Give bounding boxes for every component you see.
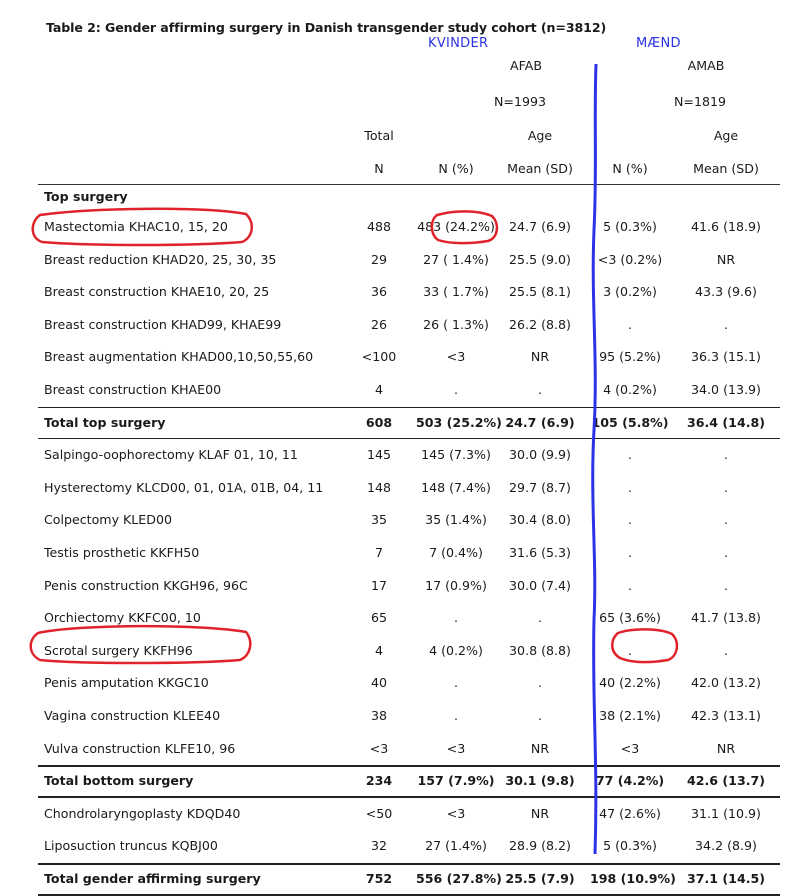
total-rule-top [38,765,780,767]
cell-afab-n: 145 (7.3%) [421,447,491,463]
cell-amab-age: 36.3 (15.1) [691,349,761,365]
cell-total: 4 [374,382,383,397]
cell-amab-n: 105 (5.8%) [591,414,669,430]
table-total-row [38,864,780,894]
table-row [38,375,780,405]
cell-afab-n: 27 (1.4%) [425,838,487,854]
table-row [38,440,780,470]
cell-amab-n: . [627,447,632,463]
row-label: Total top surgery [44,414,166,430]
cell-afab-n: . [453,610,458,626]
table-row [38,603,780,633]
cell-amab-n: <3 (0.2%) [597,251,663,267]
row-label: Scrotal surgery KKFH96 [44,642,193,658]
cell-amab-age: . [723,577,728,593]
row-label: Liposuction truncus KQBJ00 [44,838,218,854]
cell-afab-age: NR [530,740,550,756]
cell-afab-age: 25.5 (9.0) [509,251,571,267]
cell-amab-n: 65 (3.6%) [599,610,661,626]
total-rule-bottom [38,894,780,896]
cell-afab-n: <3 [446,349,466,365]
cell-afab-n: 4 (0.2%) [429,642,483,658]
cell-total: 35 [370,512,388,528]
row-label: Breast construction KHAD99, KHAE99 [44,316,282,332]
row-label: Orchiectomy KKFC00, 10 [44,610,201,626]
cell-afab-age: . [537,382,542,397]
cell-amab-n: 4 (0.2%) [603,382,657,397]
handwritten-label-kvinder: KVINDER [428,36,489,51]
handwritten-label-maend: MÆND [636,36,681,51]
table-row [38,277,780,307]
cell-afab-n: 27 ( 1.4%) [423,251,489,267]
cell-amab-age: 34.0 (13.9) [691,382,761,397]
cell-afab-age: 30.0 (7.4) [509,577,571,593]
header-mean-afab: Mean (SD) [507,161,573,176]
cell-afab-n: 33 ( 1.7%) [423,284,489,300]
header-afab: AFAB [510,58,542,73]
cell-afab-n: 483 (24.2%) [417,219,495,234]
header-mean-amab: Mean (SD) [693,161,759,176]
row-label: Salpingo-oophorectomy KLAF 01, 10, 11 [44,447,298,463]
row-label: Testis prosthetic KKFH50 [44,545,200,560]
cell-amab-n: . [627,577,632,593]
cell-amab-n: 198 (10.9%) [590,871,676,886]
cell-total: <100 [361,349,397,365]
table-row [38,831,780,861]
cell-amab-age: . [723,545,728,560]
total-rule-top [38,863,780,865]
table-row [38,799,780,829]
row-label: Breast construction KHAE10, 20, 25 [44,284,270,300]
cell-total: 38 [370,708,388,723]
table-row [38,701,780,731]
table-total-row [38,766,780,796]
cell-amab-age: 31.1 (10.9) [691,805,761,821]
cell-amab-n: . [627,316,632,332]
cell-amab-n: 5 (0.3%) [603,838,657,854]
cell-afab-n: . [453,382,458,397]
cell-afab-age: 25.5 (7.9) [505,871,575,886]
cell-total: 17 [370,577,388,593]
cell-total: 488 [366,219,392,234]
cell-total: 7 [374,545,383,560]
cell-afab-age: 30.0 (9.9) [509,447,571,463]
cell-amab-age: . [723,316,728,332]
table-row [38,668,780,698]
cell-amab-age: . [723,447,728,463]
total-rule-top [38,407,780,409]
cell-amab-age: . [723,642,728,658]
cell-afab-n: 157 (7.9%) [417,773,495,789]
cell-amab-n: 38 (2.1%) [599,708,661,723]
table-row [38,571,780,601]
cell-amab-age: 41.6 (18.9) [691,219,761,234]
cell-afab-n: . [453,708,458,723]
cell-afab-age: 30.4 (8.0) [509,512,571,528]
cell-afab-age: 29.7 (8.7) [509,479,571,495]
cell-afab-age: 31.6 (5.3) [509,545,571,560]
cell-afab-n: 556 (27.8%) [416,871,502,886]
cell-amab-n: . [627,512,632,528]
row-label: Chondrolaryngoplasty KDQD40 [44,805,241,821]
table-row [38,212,780,242]
section-top-surgery: Top surgery [44,189,128,204]
table-row [38,505,780,535]
cell-amab-age: 42.0 (13.2) [691,675,761,691]
cell-total: <3 [369,740,389,756]
table-row [38,245,780,275]
cell-amab-age: 42.6 (13.7) [686,773,766,789]
cell-amab-age: 43.3 (9.6) [695,284,757,300]
row-label: Mastectomia KHAC10, 15, 20 [44,219,228,234]
cell-total: 65 [370,610,388,626]
cell-amab-n: 3 (0.2%) [603,284,657,300]
row-label: Total gender affirming surgery [44,871,261,886]
cell-amab-n: 5 (0.3%) [603,219,657,234]
row-label: Breast construction KHAE00 [44,382,222,397]
header-n-afab: N=1993 [493,94,547,109]
cell-afab-age: 28.9 (8.2) [509,838,571,854]
cell-afab-n: <3 [446,740,466,756]
cell-amab-age: 41.7 (13.8) [691,610,761,626]
table-row [38,342,780,372]
cell-amab-age: NR [716,251,736,267]
cell-amab-n: <3 [620,740,640,756]
cell-afab-age: 24.7 (6.9) [505,414,575,430]
table-row [38,538,780,568]
cell-afab-n: 35 (1.4%) [425,512,487,528]
cell-afab-age: 26.2 (8.8) [509,316,571,332]
cell-afab-age: 30.1 (9.8) [505,773,575,789]
cell-amab-age: . [723,512,728,528]
header-n-amab: N=1819 [673,94,727,109]
header-rule [38,184,780,185]
cell-total: 26 [370,316,388,332]
cell-amab-age: 36.4 (14.8) [686,414,766,430]
cell-amab-n: . [627,642,632,658]
table-row [38,310,780,340]
row-label: Vulva construction KLFE10, 96 [44,740,236,756]
cell-total: 608 [365,414,393,430]
cell-amab-age: . [723,479,728,495]
cell-amab-age: NR [716,740,736,756]
cell-total: 148 [366,479,392,495]
table-row [38,734,780,764]
cell-afab-n: . [453,675,458,691]
cell-total: 145 [366,447,392,463]
cell-total: 32 [370,838,388,854]
row-label: Hysterectomy KLCD00, 01, 01A, 01B, 04, 11 [44,479,324,495]
cell-total: <50 [365,805,393,821]
header-total-n: N [374,161,384,176]
cell-total: 752 [365,871,393,886]
cell-amab-n: 47 (2.6%) [599,805,661,821]
cell-amab-n: 77 (4.2%) [595,773,665,789]
row-label: Penis amputation KKGC10 [44,675,209,691]
header-amab: AMAB [687,58,725,73]
cell-amab-n: . [627,479,632,495]
table-title: Table 2: Gender affirming surgery in Danish transgender study cohort (n=3812) [46,20,607,35]
cell-amab-n: . [627,545,632,560]
cell-afab-n: 503 (25.2%) [416,414,502,430]
row-label: Penis construction KKGH96, 96C [44,577,248,593]
total-rule-bottom [38,796,780,798]
cell-amab-age: 37.1 (14.5) [686,871,766,886]
cell-afab-n: 7 (0.4%) [429,545,483,560]
cell-afab-n: <3 [446,805,466,821]
cell-total: 29 [370,251,388,267]
header-total: Total [364,128,394,143]
cell-amab-age: 34.2 (8.9) [695,838,757,854]
row-label: Vagina construction KLEE40 [44,708,221,723]
header-npct-afab: N (%) [438,161,474,176]
row-label: Total bottom surgery [44,773,194,789]
cell-afab-age: NR [530,349,550,365]
cell-afab-age: 24.7 (6.9) [509,219,571,234]
cell-afab-n: 148 (7.4%) [421,479,491,495]
row-label: Colpectomy KLED00 [44,512,172,528]
cell-amab-n: 40 (2.2%) [599,675,661,691]
table-row [38,636,780,666]
cell-afab-age: . [537,708,542,723]
header-age-afab: Age [527,128,553,143]
row-label: Breast reduction KHAD20, 25, 30, 35 [44,251,277,267]
cell-afab-age: NR [530,805,550,821]
total-rule-bottom [38,438,780,440]
cell-total: 4 [374,642,383,658]
cell-afab-age: 25.5 (8.1) [509,284,571,300]
cell-afab-n: 17 (0.9%) [425,577,487,593]
cell-amab-age: 42.3 (13.1) [691,708,761,723]
cell-afab-age: . [537,675,542,691]
cell-total: 36 [370,284,388,300]
cell-total: 234 [365,773,393,789]
header-npct-amab: N (%) [612,161,648,176]
cell-afab-n: 26 ( 1.3%) [423,316,489,332]
cell-afab-age: 30.8 (8.8) [509,642,571,658]
cell-afab-age: . [537,610,542,626]
header-age-amab: Age [713,128,739,143]
table-total-row [38,408,780,438]
cell-amab-n: 95 (5.2%) [599,349,661,365]
table-row [38,473,780,503]
row-label: Breast augmentation KHAD00,10,50,55,60 [44,349,314,365]
cell-total: 40 [370,675,388,691]
